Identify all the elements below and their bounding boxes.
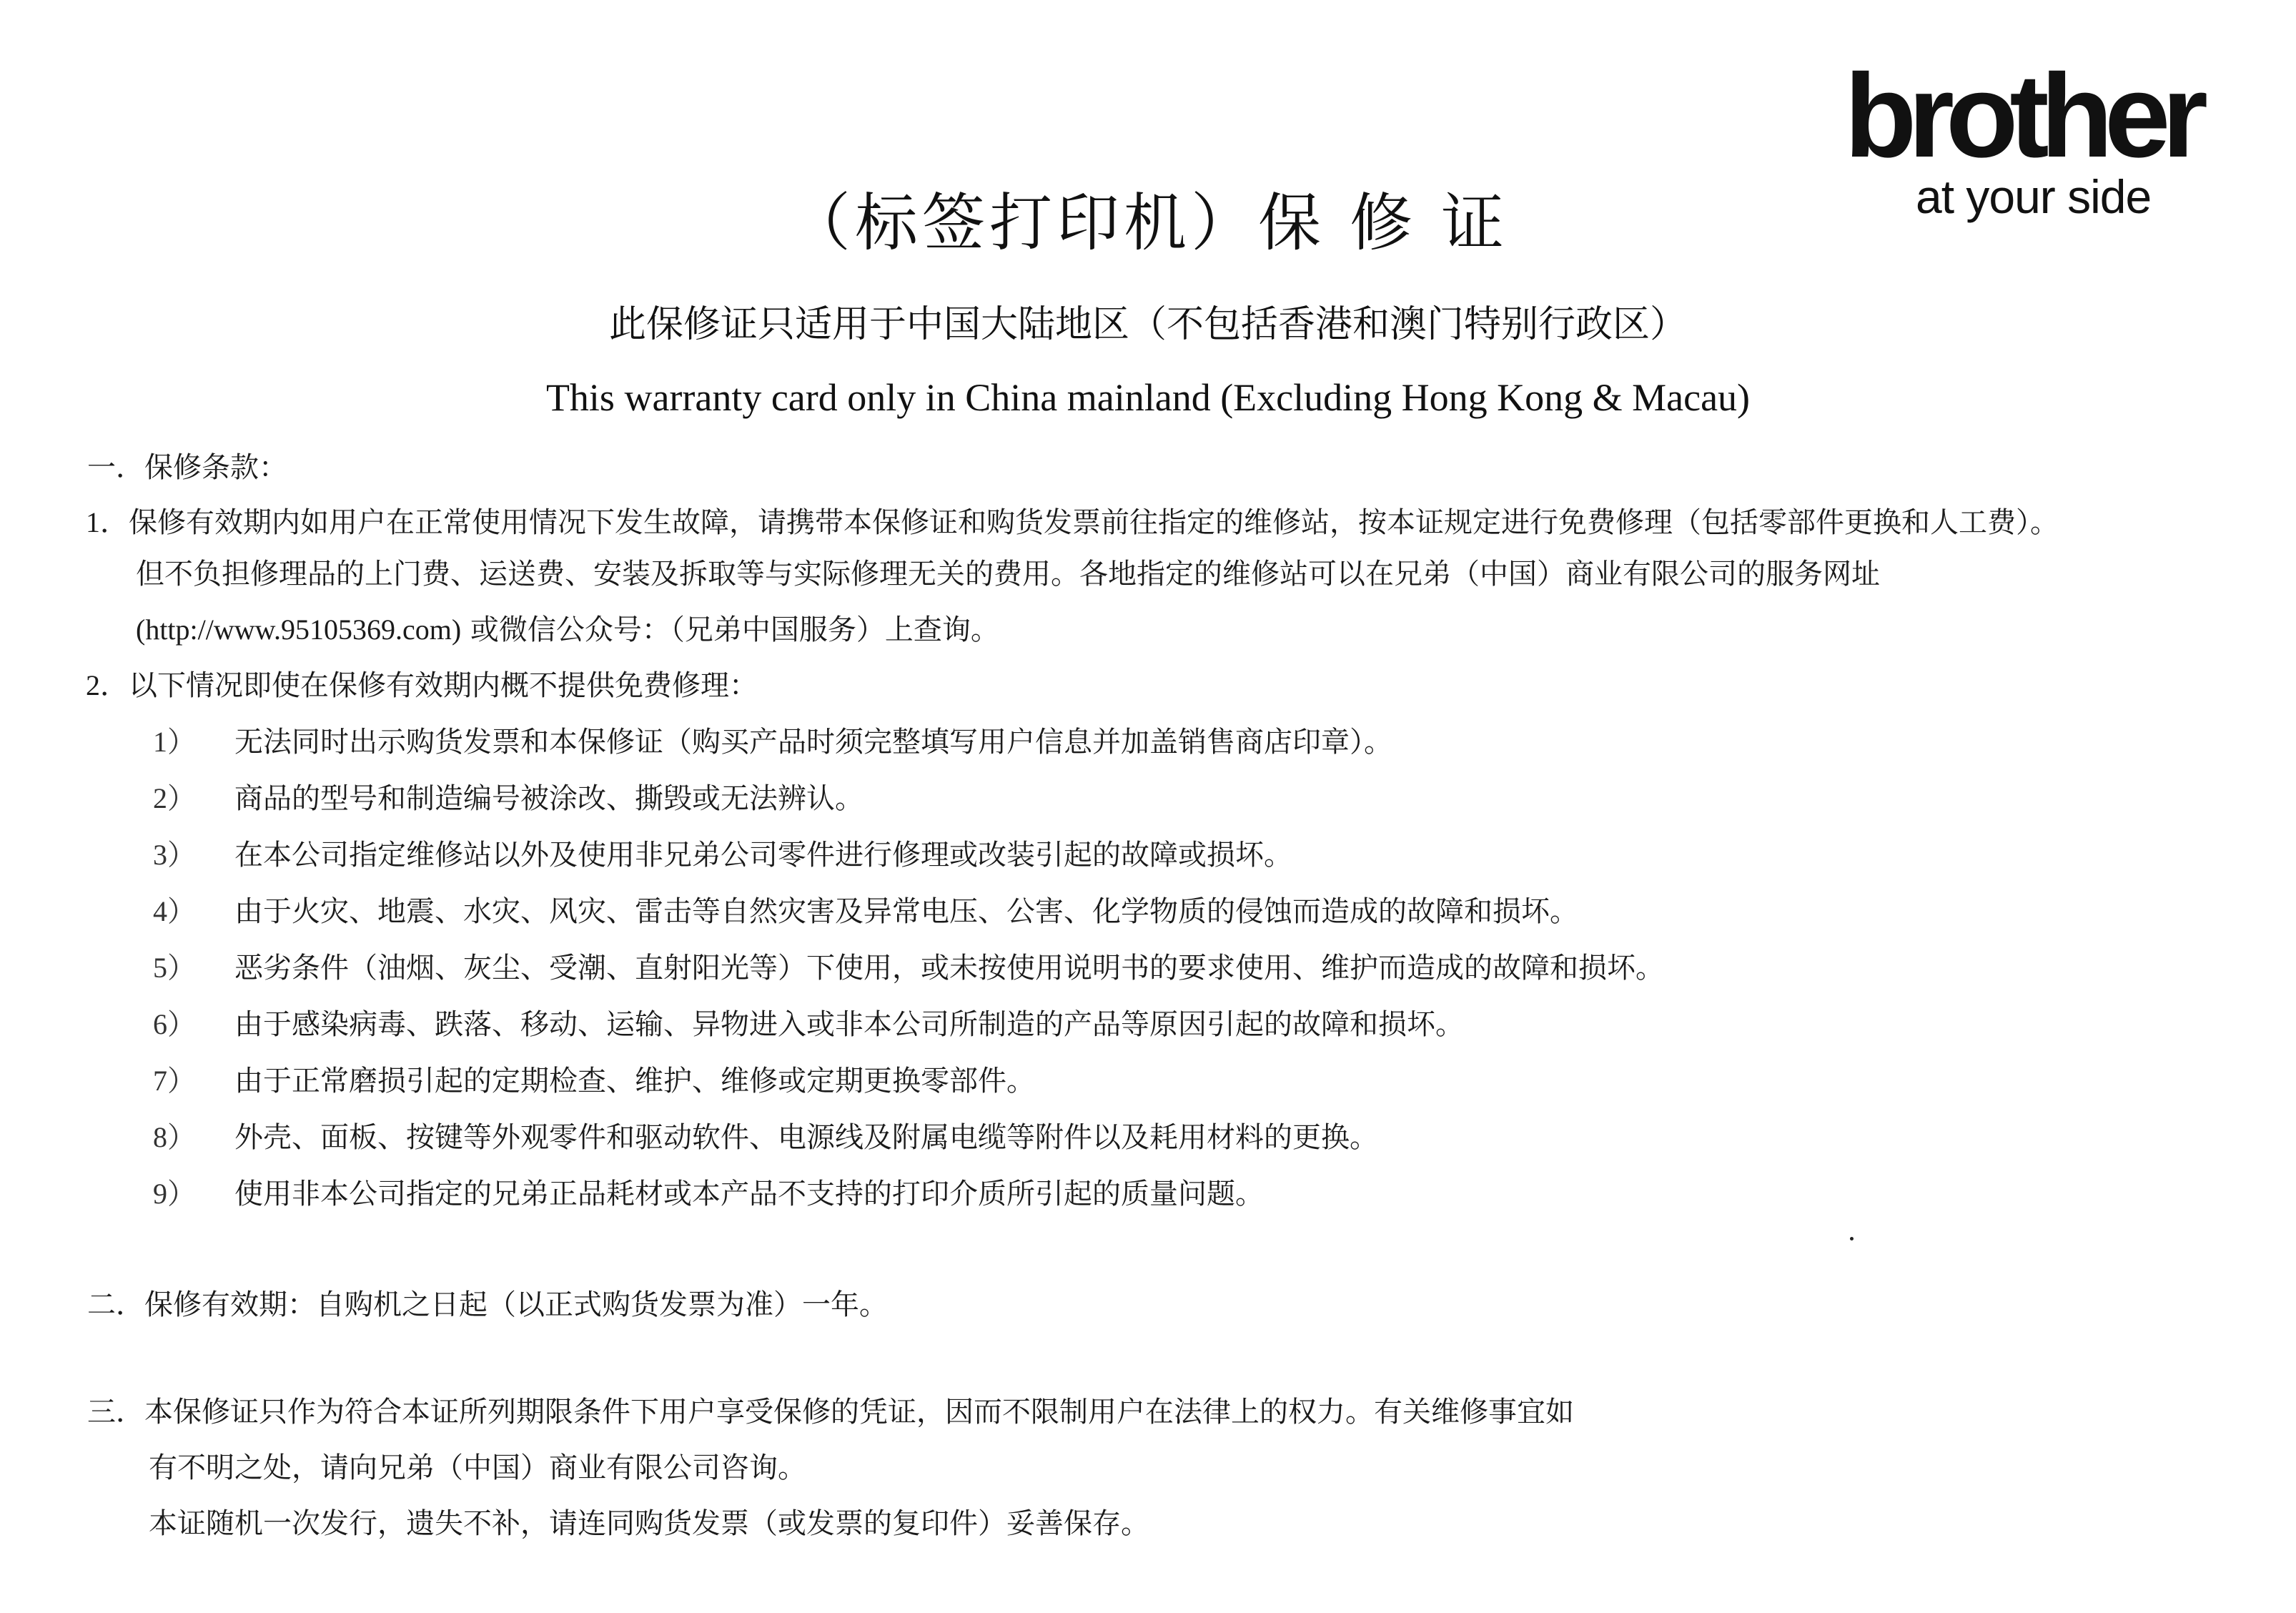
item2-number: 2．: [86, 669, 129, 701]
list-item-text: 由于火灾、地震、水灾、风灾、雷击等自然灾害及异常电压、公害、化学物质的侵蚀而造成的故障和损坏。: [234, 895, 1578, 928]
section3-line2: 有不明之处，请向兄弟（中国）商业有限公司咨询。: [149, 1451, 806, 1484]
scan-speck: [1850, 1237, 1854, 1240]
list-item-text: 恶劣条件（油烟、灰尘、受潮、直射阳光等）下使用，或未按使用说明书的要求使用、维护而造成的故障和损坏。: [234, 952, 1664, 985]
logo-tagline: at your side: [1916, 170, 2152, 223]
list-item-text: 由于感染病毒、跌落、移动、运输、异物进入或非本公司所制造的产品等原因引起的故障和损坏。: [234, 1008, 1464, 1041]
item1-number: 1．: [86, 506, 129, 538]
section2-text: 二．保修有效期：自购机之日起（以正式购货发票为准）一年。: [87, 1288, 888, 1321]
section3-line1: 三．本保修证只作为符合本证所列期限条件下用户享受保修的凭证，因而不限制用户在法律上的权力。有关维修事宜如: [87, 1396, 1574, 1429]
list-item-text: 无法同时出示购货发票和本保修证（购买产品时须完整填写用户信息并加盖销售商店印章）。: [234, 726, 1392, 759]
logo-wordmark: brother: [1844, 50, 2199, 182]
list-item-number: 2）: [153, 782, 196, 814]
list-item-text: 在本公司指定维修站以外及使用非兄弟公司零件进行修理或改装引起的故障或损坏。: [234, 839, 1292, 872]
item2-text: 以下情况即使在保修有效期内概不提供免费修理：: [129, 669, 758, 702]
list-item-number: 6）: [153, 1008, 196, 1040]
list-item-text: 外壳、面板、按键等外观零件和驱动软件、电源线及附属电缆等附件以及耗用材料的更换。: [234, 1121, 1378, 1154]
item1-line1: [86, 503, 2059, 543]
list-item-text: 商品的型号和制造编号被涂改、撕毁或无法辨认。: [234, 782, 864, 815]
list-item-number: 7）: [153, 1065, 196, 1097]
section3-line3: 本证随机一次发行，遗失不补，请连同购货发票（或发票的复印件）妥善保存。: [149, 1507, 1149, 1540]
list-item-number: 5）: [153, 952, 196, 984]
page-title: （标签打印机）保 修 证: [788, 186, 1508, 260]
list-item-number: 4）: [153, 895, 196, 927]
item1-line3: [136, 610, 999, 650]
subtitle-chinese: 此保修证只适用于中国大陆地区（不包括香港和澳门特别行政区）: [608, 303, 1687, 346]
list-item-number: 9）: [153, 1178, 196, 1210]
section1-heading: 一．保修条款：: [87, 451, 287, 484]
item1-line3-text: 或微信公众号：（兄弟中国服务）上查询。: [461, 613, 999, 646]
service-url: (http://www.95105369.com): [136, 613, 462, 646]
item2-line: [86, 666, 758, 706]
list-item-number: 3）: [153, 839, 196, 871]
list-item-number: 8）: [153, 1121, 196, 1153]
item1-line2: 但不负担修理品的上门费、运送费、安装及拆取等与实际修理无关的费用。各地指定的维修站可以在兄弟（中国）商业有限公司的服务网址: [136, 558, 1880, 591]
list-item-text: 使用非本公司指定的兄弟正品耗材或本产品不支持的打印介质所引起的质量问题。: [234, 1178, 1264, 1210]
list-item-text: 由于正常磨损引起的定期检查、维护、维修或定期更换零部件。: [234, 1065, 1035, 1097]
subtitle-english: This warranty card only in China mainland (Excluding Hong Kong & Macau): [545, 376, 1751, 419]
list-item-number: 1）: [153, 726, 196, 758]
item1-text: 保修有效期内如用户在正常使用情况下发生故障，请携带本保修证和购货发票前往指定的维修站，按本证规定进行免费修理（包括零部件更换和人工费）。: [129, 506, 2059, 539]
